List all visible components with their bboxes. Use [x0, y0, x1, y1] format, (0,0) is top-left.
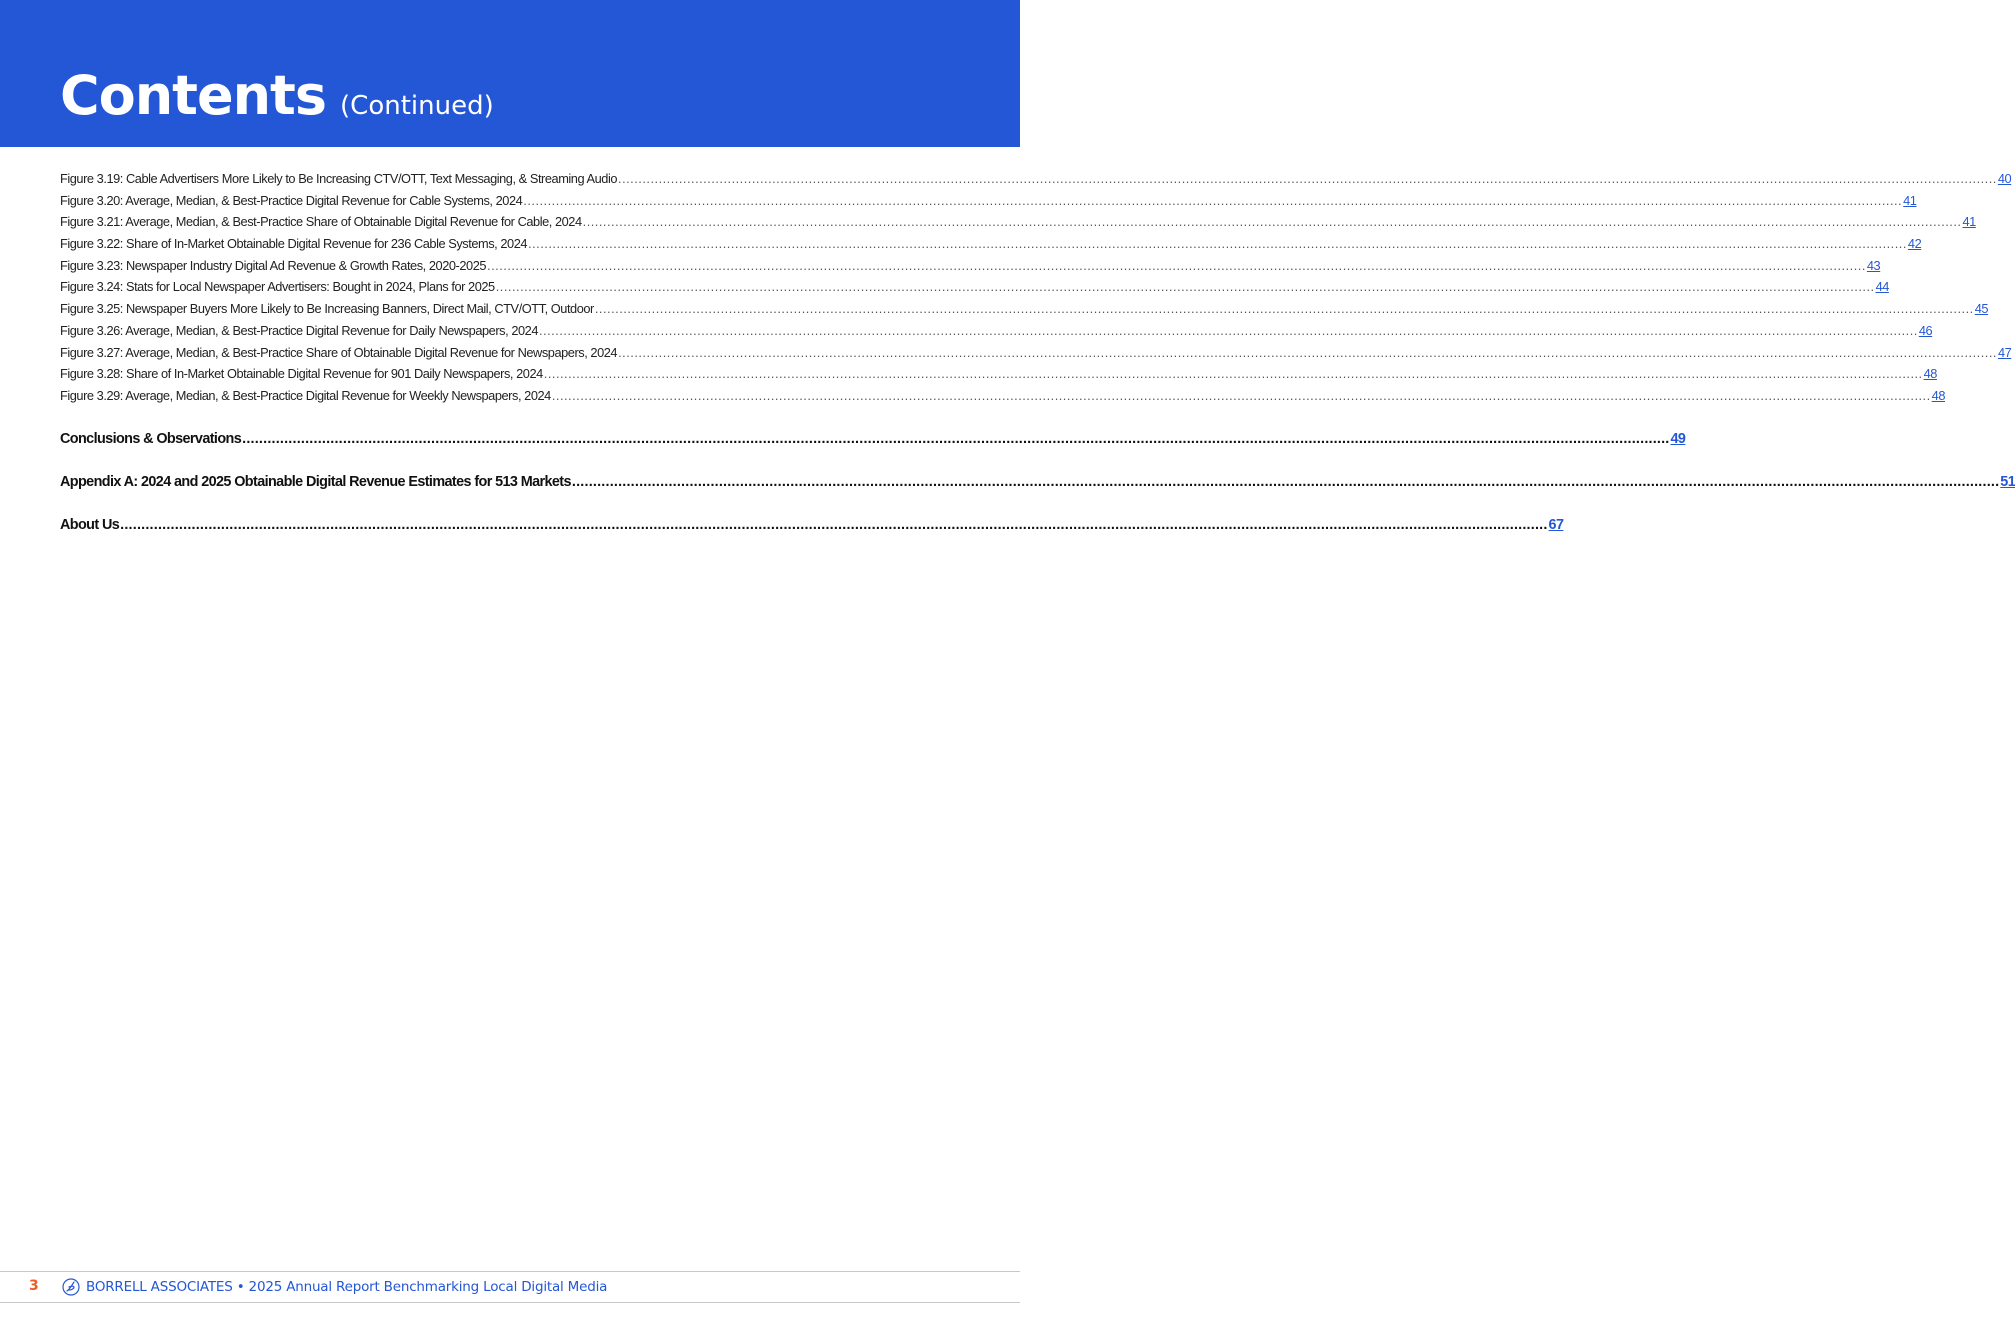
toc-entry-label: Figure 3.25: Newspaper Buyers More Likely to Be Increasing Banners, Direct Mail, CTV/OTT, Outdoor	[60, 301, 594, 317]
toc-entry-label: Figure 3.29: Average, Median, & Best-Practice Digital Revenue for Weekly Newspapers, 2024	[60, 387, 551, 403]
page-header	[0, 0, 1020, 147]
toc-entry-label: Figure 3.24: Stats for Local Newspaper Advertisers: Bought in 2024, Plans for 2025	[60, 279, 495, 295]
toc-page-link[interactable]: 46	[1918, 322, 1933, 338]
toc-page-link[interactable]: 41	[1962, 214, 1976, 230]
toc-leader-dots: ....................................................................................................................................................................................................................................................................................................................................................	[551, 387, 1931, 403]
toc-entry-appendix-a[interactable]	[60, 473, 2015, 496]
toc-entry-figure-3-22[interactable]	[60, 236, 1922, 258]
footer-text: BORRELL ASSOCIATES • 2025 Annual Report Benchmarking Local Digital Media	[86, 1279, 608, 1295]
borrell-logo-icon	[62, 1278, 80, 1296]
toc-entry-figure-3-29[interactable]	[60, 387, 1946, 410]
toc-entry-figure-3-25[interactable]	[60, 301, 1989, 323]
toc-leader-dots: ....................................................................................................................................................................................................................................................................................................................................................	[120, 516, 1548, 533]
toc-page-link[interactable]: 44	[1875, 279, 1889, 295]
toc-leader-dots: ....................................................................................................................................................................................................................................................................................................................................................	[487, 257, 1866, 273]
toc-entry-about-us[interactable]	[60, 516, 1564, 539]
toc-page-link[interactable]: 49	[1670, 430, 1686, 447]
table-of-contents	[60, 171, 2015, 539]
toc-leader-dots: ....................................................................................................................................................................................................................................................................................................................................................	[242, 430, 1670, 447]
toc-entry-label: Figure 3.27: Average, Median, & Best-Practice Share of Obtainable Digital Revenue for Newspapers, 2024	[60, 344, 618, 360]
footer-page-number: 3	[29, 1278, 39, 1294]
toc-leader-dots: ....................................................................................................................................................................................................................................................................................................................................................	[523, 192, 1903, 208]
toc-page-link[interactable]: 48	[1931, 387, 1946, 403]
toc-section-label: Appendix A: 2024 and 2025 Obtainable Digital Revenue Estimates for 513 Markets	[60, 473, 571, 490]
toc-section-label: Conclusions & Observations	[60, 430, 242, 447]
toc-leader-dots: ....................................................................................................................................................................................................................................................................................................................................................	[618, 171, 1997, 186]
toc-leader-dots: ....................................................................................................................................................................................................................................................................................................................................................	[528, 236, 1907, 252]
toc-page-link[interactable]: 43	[1866, 257, 1881, 273]
toc-entry-label: Figure 3.22: Share of In-Market Obtainable Digital Revenue for 236 Cable Systems, 2024	[60, 236, 528, 252]
toc-leader-dots: ....................................................................................................................................................................................................................................................................................................................................................	[571, 473, 2000, 490]
toc-entry-figure-3-19[interactable]	[60, 171, 2012, 193]
title-main: Contents	[60, 64, 327, 127]
toc-page-link[interactable]: 67	[1548, 516, 1564, 533]
toc-entry-label: Figure 3.21: Average, Median, & Best-Practice Share of Obtainable Digital Revenue for Cable, 2024	[60, 214, 582, 230]
toc-page-link[interactable]: 48	[1923, 366, 1937, 382]
toc-entry-figure-3-23[interactable]	[60, 257, 1881, 280]
toc-leader-dots: ....................................................................................................................................................................................................................................................................................................................................................	[594, 301, 1974, 317]
toc-leader-dots: ....................................................................................................................................................................................................................................................................................................................................................	[495, 279, 1875, 295]
toc-entry-figure-3-20[interactable]	[60, 192, 1917, 215]
title-subtitle: (Continued)	[340, 91, 494, 121]
toc-entry-label: Figure 3.20: Average, Median, & Best-Practice Digital Revenue for Cable Systems, 2024	[60, 192, 523, 208]
toc-page-link[interactable]: 41	[1903, 192, 1917, 208]
toc-entry-label: Figure 3.26: Average, Median, & Best-Practice Digital Revenue for Daily Newspapers, 2024	[60, 322, 538, 338]
toc-section-label: About Us	[60, 516, 120, 533]
toc-entry-label: Figure 3.23: Newspaper Industry Digital Ad Revenue & Growth Rates, 2020-2025	[60, 257, 487, 273]
toc-page-link[interactable]: 40	[1997, 171, 2012, 186]
toc-entry-label: Figure 3.28: Share of In-Market Obtainable Digital Revenue for 901 Daily Newspapers, 2024	[60, 366, 543, 382]
page-title	[60, 64, 494, 127]
toc-leader-dots: ....................................................................................................................................................................................................................................................................................................................................................	[539, 322, 1918, 338]
toc-page-link[interactable]: 47	[1997, 344, 2012, 360]
toc-page-link[interactable]: 45	[1974, 301, 1989, 317]
toc-entry-conclusions[interactable]	[60, 430, 1686, 453]
toc-leader-dots: ....................................................................................................................................................................................................................................................................................................................................................	[618, 344, 1997, 360]
toc-entry-figure-3-28[interactable]	[60, 366, 1937, 388]
footer-divider-top	[0, 1271, 1020, 1272]
toc-page-link[interactable]: 42	[1907, 236, 1922, 252]
toc-page-link[interactable]: 51	[2000, 473, 2015, 490]
toc-entry-figure-3-26[interactable]	[60, 322, 1933, 345]
toc-leader-dots: ....................................................................................................................................................................................................................................................................................................................................................	[543, 366, 1923, 382]
toc-entry-label: Figure 3.19: Cable Advertisers More Likely to Be Increasing CTV/OTT, Text Messaging, & Streaming Audio	[60, 171, 618, 186]
footer-divider-bottom	[0, 1302, 1020, 1303]
toc-entry-figure-3-27[interactable]	[60, 344, 2012, 367]
toc-leader-dots: ....................................................................................................................................................................................................................................................................................................................................................	[582, 214, 1962, 230]
toc-entry-figure-3-24[interactable]	[60, 279, 1889, 301]
toc-entry-figure-3-21[interactable]	[60, 214, 1976, 236]
